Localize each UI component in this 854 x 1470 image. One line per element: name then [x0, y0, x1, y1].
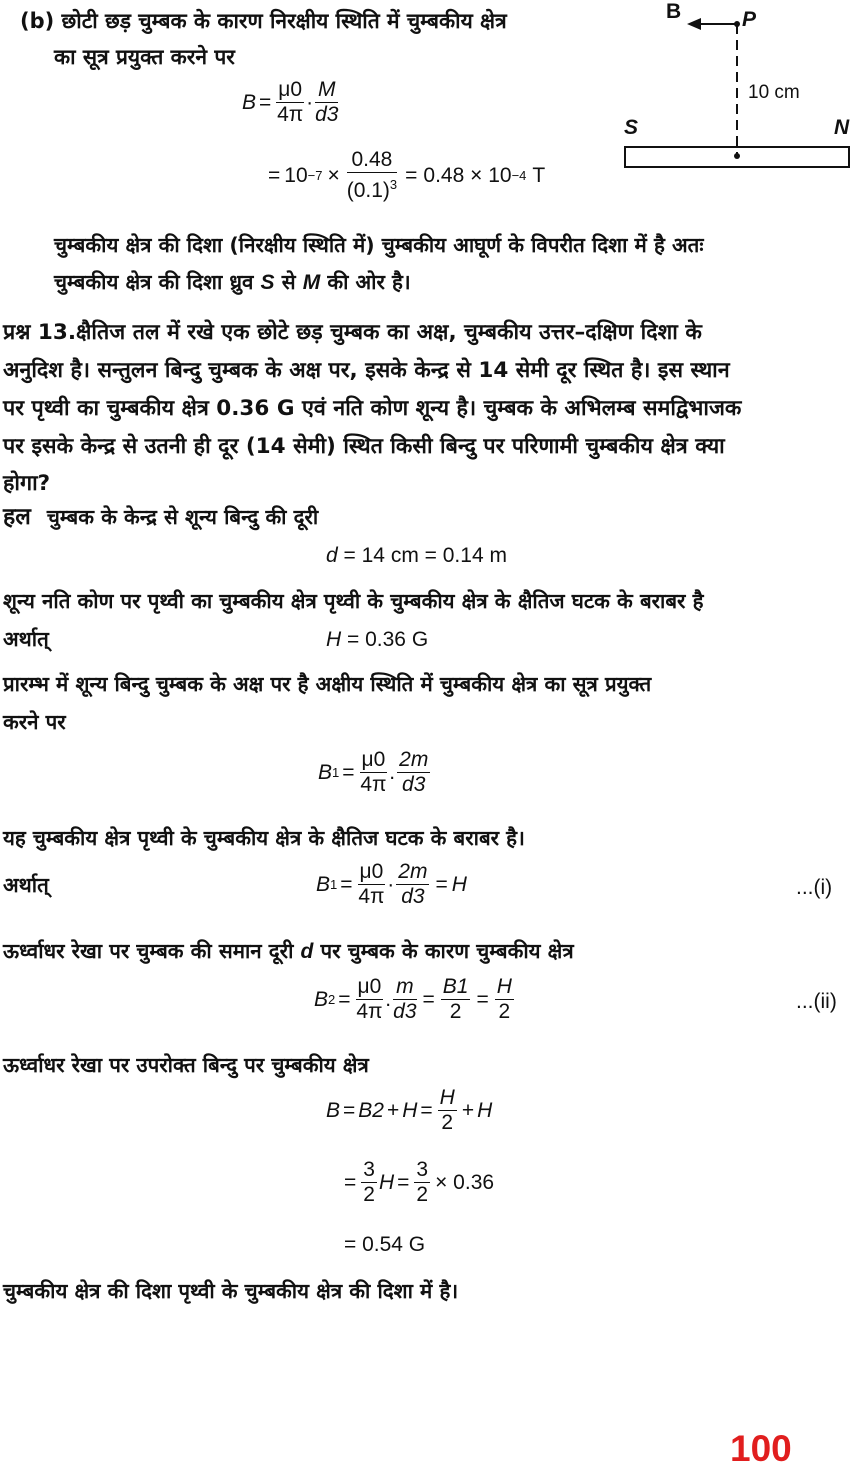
fraction [438, 1086, 457, 1135]
denominator: d3 [315, 103, 339, 126]
eq-symbol: B [326, 1098, 341, 1122]
plus-sign: + [386, 1098, 400, 1122]
point-p [734, 21, 740, 27]
fraction [358, 860, 386, 909]
eq-tag-i: ...(i) [796, 876, 833, 899]
dir-text: से [281, 270, 296, 294]
denominator: 2 [416, 1183, 429, 1206]
denominator: 4π [356, 1000, 383, 1023]
part-b-text1: छोटी छड़ चुम्बक के कारण निरक्षीय स्थिति में चुम्बकीय क्षेत्र [61, 9, 507, 33]
fraction [315, 78, 338, 127]
label-n: N [834, 116, 850, 139]
eq-symbol: H [402, 1098, 418, 1122]
equation-d [326, 544, 507, 568]
subscript: 1 [330, 877, 338, 892]
eq-sign: = [476, 987, 489, 1011]
equation-b1-h [316, 860, 467, 909]
eq-symbol: B [318, 760, 333, 784]
eq-symbol: H [451, 872, 467, 896]
eq-sign: = [422, 987, 435, 1011]
solution-line3b: करने पर [3, 710, 66, 734]
denominator: 2 [498, 1000, 511, 1023]
subscript: 2 [328, 992, 336, 1007]
eq-symbol: B [314, 987, 329, 1011]
solution-text: पर चुम्बक के कारण चुम्बकीय क्षेत्र [320, 939, 574, 963]
numerator: 3 [416, 1158, 429, 1181]
question-line4: पर इसके केन्द्र से उतनी ही दूर (14 सेमी) स्थित किसी बिन्दु पर परिणामी चुम्बकीय क्षेत्र क्या [3, 434, 725, 459]
eq-sign: = [259, 90, 272, 114]
pole-s: S [260, 271, 275, 294]
eq-tag-ii: ...(ii) [796, 990, 837, 1013]
denominator: d3 [401, 885, 425, 908]
dot-operator: · [387, 872, 395, 896]
denominator: d3 [393, 1000, 417, 1023]
fraction [397, 748, 430, 797]
denominator: 4π [358, 885, 385, 908]
fraction [361, 1158, 377, 1207]
denominator: 4π [360, 773, 387, 796]
question-label: प्रश्न 13. [3, 320, 77, 345]
arrow-head [687, 18, 701, 30]
numerator: 2m [399, 748, 429, 771]
equation-b-value [268, 148, 545, 203]
fraction [360, 748, 388, 797]
dir-text: चुम्बकीय क्षेत्र की दिशा ध्रुव [54, 270, 254, 294]
eq-symbol: B2 [358, 1098, 384, 1122]
solution-text: ऊर्ध्वाधर रेखा पर चुम्बक की समान दूरी [3, 939, 294, 963]
part-b-label: (b) [20, 9, 55, 33]
eq-symbol: H [378, 1170, 395, 1194]
arthat-1: अर्थात् [3, 627, 49, 651]
denominator: 2 [363, 1183, 375, 1206]
denominator: 4π [277, 103, 304, 126]
eq-sign: = [268, 163, 281, 187]
magnet-center [734, 153, 740, 159]
eq-symbol: H [477, 1098, 493, 1122]
direction-line2 [54, 267, 411, 298]
denominator [347, 173, 397, 203]
numerator: μ0 [357, 975, 382, 998]
equation-b-formula [242, 78, 340, 127]
fraction [276, 78, 304, 127]
fraction [393, 975, 416, 1024]
eq-symbol: H [326, 628, 342, 651]
equation-b-value [344, 1158, 494, 1207]
dir-text: की ओर है। [327, 270, 411, 294]
exponent: −7 [307, 168, 323, 183]
eq-rest: = 14 cm = 0.14 m [343, 544, 507, 567]
equation-h [326, 628, 428, 652]
solution-line7: चुम्बकीय क्षेत्र की दिशा पृथ्वी के चुम्बकीय क्षेत्र की दिशा में है। [3, 1279, 459, 1303]
numerator: B1 [442, 975, 469, 998]
question-text: क्षैतिज तल में रखे एक छोटे छड़ चुम्बक का अक्ष, चुम्बकीय उत्तर–दक्षिण दिशा के [76, 320, 702, 345]
solution-line4: यह चुम्बकीय क्षेत्र पृथ्वी के चुम्बकीय क्षेत्र के क्षैतिज घटक के बराबर है। [3, 826, 525, 850]
eq-sign: = [340, 872, 353, 896]
eq-sign: = [435, 872, 448, 896]
term: 10 [284, 163, 308, 187]
eq-rest: = 0.36 G [347, 628, 429, 651]
numerator: 0.48 [347, 148, 397, 173]
numerator: H [439, 1086, 455, 1109]
subscript: 1 [332, 765, 340, 780]
dot-operator: . [385, 987, 392, 1011]
eq-symbol: B [316, 872, 331, 896]
numerator: H [496, 975, 512, 998]
solution-line5 [3, 936, 574, 967]
equation-b-result: = 0.54 G [344, 1233, 426, 1256]
numerator: M [315, 78, 338, 103]
den-base: (0.1) [346, 179, 390, 202]
equation-b1 [318, 748, 432, 797]
eq-sign: = [405, 163, 418, 187]
numerator: μ0 [278, 78, 303, 101]
eq-rest: × 0.36 [435, 1170, 495, 1194]
denominator: d3 [402, 773, 426, 796]
exponent: 3 [389, 177, 398, 192]
pole-m: M [302, 271, 321, 294]
eq-sign: = [338, 987, 351, 1011]
numerator: m [393, 975, 416, 1000]
numerator: μ0 [359, 860, 384, 883]
denominator: 2 [441, 1111, 454, 1134]
label-p: P [742, 8, 757, 31]
label-distance: 10 cm [748, 82, 800, 103]
bar-magnet-figure [615, 0, 854, 180]
page-number: 100 [730, 1428, 792, 1469]
eq-sign: = [420, 1098, 433, 1122]
label-b: B [666, 0, 682, 23]
result: 0.48 × 10 [423, 163, 512, 187]
exponent: −4 [511, 168, 527, 183]
numerator: 2m [398, 860, 428, 883]
fraction [495, 975, 514, 1024]
question-line5: होगा? [3, 471, 51, 496]
numerator: 3 [363, 1158, 375, 1181]
question-line1 [3, 318, 702, 348]
fraction [356, 975, 384, 1024]
part-b-line2: का सूत्र प्रयुक्त करने पर [54, 45, 235, 69]
unit: T [532, 163, 546, 187]
plus-sign: + [461, 1098, 475, 1122]
fraction [396, 860, 429, 909]
solution-text: चुम्बक के केन्द्र से शून्य बिन्दु की दूरी [46, 505, 319, 529]
times-sign: × [327, 163, 340, 187]
dot-operator: · [306, 90, 314, 114]
solution-line3a: प्रारम्भ में शून्य बिन्दु चुम्बक के अक्ष पर है अक्षीय स्थिति में चुम्बकीय क्षेत्र का सूत्र प्रयुक्त [3, 672, 652, 696]
solution-line1 [3, 502, 318, 532]
symbol-d: d [300, 940, 314, 963]
equation-b-total [326, 1086, 492, 1135]
question-line3: पर पृथ्वी का चुम्बकीय क्षेत्र 0.36 G एवं नति कोण शून्य है। चुम्बक के अभिलम्ब समद्विभाजक [3, 396, 742, 421]
eq-sign: = [343, 1098, 356, 1122]
fraction [414, 1158, 430, 1207]
eq-symbol: B [242, 90, 257, 114]
fraction [347, 148, 397, 203]
solution-label: हल [3, 504, 31, 530]
solution-line2: शून्य नति कोण पर पृथ्वी का चुम्बकीय क्षेत्र पृथ्वी के चुम्बकीय क्षेत्र के क्षैतिज घटक के बराबर है [3, 589, 704, 613]
label-s: S [624, 116, 639, 139]
solution-line6: ऊर्ध्वाधर रेखा पर उपरोक्त बिन्दु पर चुम्बकीय क्षेत्र [3, 1053, 369, 1077]
eq-symbol: d [326, 544, 338, 567]
eq-sign: = [342, 760, 355, 784]
dot-operator: . [389, 760, 396, 784]
numerator: μ0 [361, 748, 386, 771]
direction-line1: चुम्बकीय क्षेत्र की दिशा (निरक्षीय स्थिति में) चुम्बकीय आघूर्ण के विपरीत दिशा में है अतः [54, 233, 704, 257]
equation-b2 [314, 975, 516, 1024]
eq-sign: = [397, 1170, 410, 1194]
eq-sign: = [344, 1170, 357, 1194]
arthat-2: अर्थात् [3, 873, 49, 897]
question-line2: अनुदिश है। सन्तुलन बिन्दु चुम्बक के अक्ष पर, इसके केन्द्र से 14 सेमी दूर स्थित है। इस स्थान [3, 358, 730, 383]
fraction [441, 975, 471, 1024]
part-b-line1 [20, 8, 507, 34]
denominator: 2 [449, 1000, 462, 1023]
